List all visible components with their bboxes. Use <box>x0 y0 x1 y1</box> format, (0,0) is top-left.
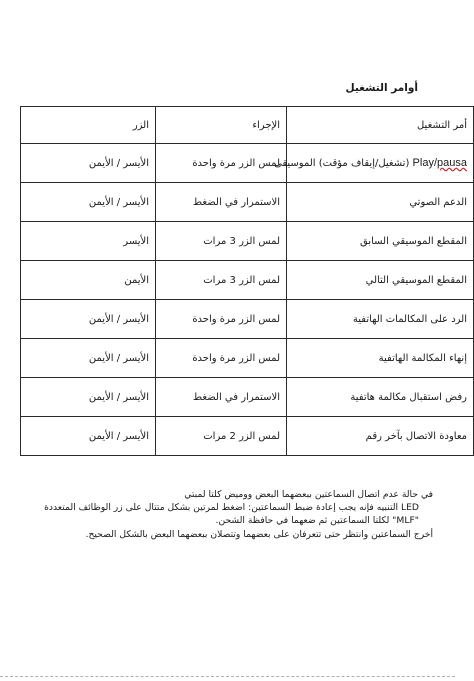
note-line: أخرج السماعتين وانتظر حتى تتعرفان على بعضهما وتتصلان ببعضهما البعض بالشكل الصحيح. <box>85 528 433 540</box>
operation-commands-table <box>20 106 474 456</box>
row-command: الدعم الصوتي <box>287 183 474 222</box>
row-button: الأيسر / الأيمن <box>21 144 156 183</box>
header-command: أمر التشغيل <box>287 107 474 144</box>
table-row <box>21 417 474 456</box>
table-row <box>21 378 474 417</box>
command-arabic: (تشغيل/إيقاف مؤقت) الموسيقى <box>274 158 413 169</box>
header-action: الإجراء <box>156 107 287 144</box>
note-line: "MLF" لكلتا السماعتين ثم ضعهما في حافظة الشحن. <box>215 515 419 527</box>
note-line: في حالة عدم اتصال السماعتين ببعضهما البعض ووميض كلتا لمبتي <box>184 489 433 500</box>
row-action: لمس الزر 3 مرات <box>156 222 287 261</box>
row-command: معاودة الاتصال بآخر رقم <box>287 417 474 456</box>
row-action: لمس الزر 3 مرات <box>156 261 287 300</box>
row-command <box>274 144 474 183</box>
row-action: لمس الزر مرة واحدة <box>156 300 287 339</box>
table-row <box>21 339 474 378</box>
row-button: الأيسر <box>21 222 156 261</box>
section-title: أوامر التشغيل <box>345 82 418 94</box>
row-button: الأيسر / الأيمن <box>21 339 156 378</box>
note-line: LED التنبيه فإنه يجب إعادة ضبط السماعتين: اضغط لمرتين بشكل متتال على زر الوظائف المتعددة <box>44 502 419 514</box>
row-action: الاستمرار في الضغط <box>156 378 287 417</box>
command-latin-underlined: pausa <box>437 157 467 169</box>
table-row <box>21 300 474 339</box>
row-command: الرد على المكالمات الهاتفية <box>287 300 474 339</box>
row-command: المقطع الموسيقي السابق <box>287 222 474 261</box>
row-action: لمس الزر مرة واحدة <box>156 339 287 378</box>
row-command: المقطع الموسيقي التالي <box>287 261 474 300</box>
row-action: الاستمرار في الضغط <box>156 183 287 222</box>
page-bottom-divider <box>0 676 455 677</box>
row-command: إنهاء المكالمة الهاتفية <box>287 339 474 378</box>
table-row <box>21 144 474 183</box>
row-action: لمس الزر 2 مرات <box>156 417 287 456</box>
row-button: الأيسر / الأيمن <box>21 417 156 456</box>
row-button: الأيسر / الأيمن <box>21 183 156 222</box>
header-button: الزر <box>21 107 156 144</box>
table-header-row <box>21 107 474 144</box>
table-row <box>21 222 474 261</box>
command-latin: Play/ <box>412 157 438 169</box>
reset-instructions <box>13 488 433 541</box>
row-button: الأيسر / الأيمن <box>21 300 156 339</box>
row-button: الأيسر / الأيمن <box>21 378 156 417</box>
table-row <box>21 183 474 222</box>
table-row <box>21 261 474 300</box>
row-action: لمس الزر مرة واحدة <box>156 144 287 183</box>
row-command: رفض استقبال مكالمة هاتفية <box>287 378 474 417</box>
row-button: الأيمن <box>21 261 156 300</box>
